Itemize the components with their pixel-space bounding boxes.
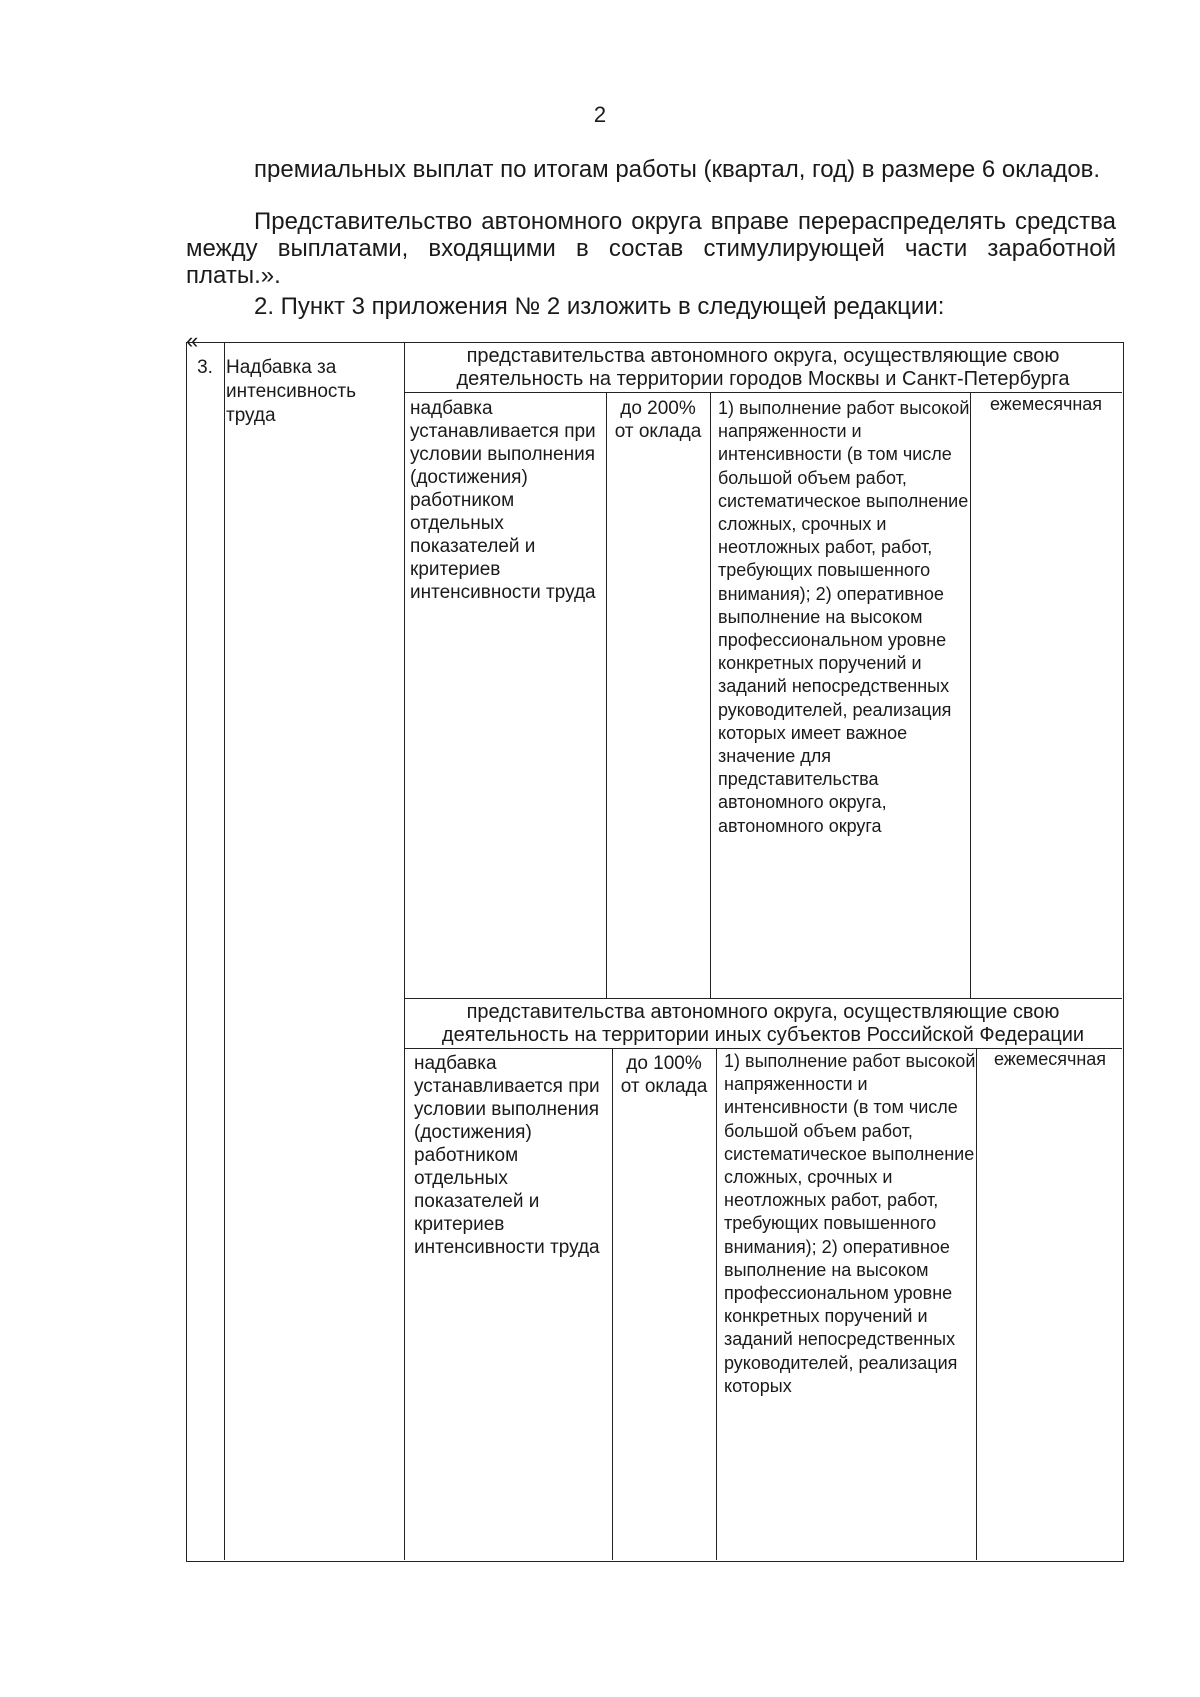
section-2-amount: до 100% от оклада <box>620 1053 708 1097</box>
paragraph-2: Представительство автономного округа вправе перераспределять средства между выплатами, входящими в состав стимулирующей части заработной платы.». <box>186 208 1116 289</box>
section-1-condition: надбавка устанавливается при условии выполнения (достижения) работником отдельных показателей и критериев интенсивности труда <box>410 398 596 603</box>
table-col-divider <box>710 392 711 998</box>
page-number: 2 <box>593 102 607 127</box>
table-section-divider <box>404 998 1122 999</box>
section-1-frequency: ежемесячная <box>989 394 1103 414</box>
paragraph-1: премиальных выплат по итогам работы (квартал, год) в размере 6 окладов. <box>254 156 1101 183</box>
paragraph-3: 2. Пункт 3 приложения № 2 изложить в следующей редакции: <box>254 293 945 320</box>
allowance-table <box>186 342 1124 1562</box>
table-col-divider <box>606 392 607 998</box>
table-col-divider <box>970 392 971 998</box>
table-col-divider <box>716 1048 717 1560</box>
section-header-moscow-spb: представительства автономного округа, осуществляющие свою деятельность на территории городов Москвы и Санкт-Петербурга <box>456 345 1070 390</box>
section-2-condition: надбавка устанавливается при условии выполнения (достижения) работником отдельных показателей и критериев интенсивности труда <box>414 1053 600 1258</box>
table-col-divider <box>404 342 405 1560</box>
table-col-divider <box>612 1048 613 1560</box>
section-1-criteria: 1) выполнение работ высокой напряженности и интенсивности (в том числе большой объем работ, систематическое выполнение сложных, срочных и неотложных работ, работ, требующих повышенного внимания); 2) оперативное выполнение на высоком профессиональном уровне конкретных поручений и заданий непосредственных руководителей, реализация которых имеет важное значение для представительства автономного округа, автономного округа <box>718 398 970 836</box>
table-col-divider <box>976 1048 977 1560</box>
opening-quote-mark: « <box>186 328 199 353</box>
section-2-frequency: ежемесячная <box>993 1049 1107 1069</box>
table-col-divider <box>224 342 225 1560</box>
row-number: 3. <box>197 357 213 378</box>
section-header-other-regions: представительства автономного округа, осуществляющие свою деятельность на территории иных субъектов Российской Федерации <box>441 1001 1085 1046</box>
section-2-criteria: 1) выполнение работ высокой напряженности и интенсивности (в том числе большой объем работ, систематическое выполнение сложных, срочных и неотложных работ, работ, требующих повышенного внимания); 2) оперативное выполнение на высоком профессиональном уровне конкретных поручений и заданий непосредственных руководителей, реализация которых <box>724 1051 976 1396</box>
section-1-amount: до 200% от оклада <box>614 398 702 442</box>
payment-name: Надбавка за интенсивность труда <box>226 357 357 426</box>
